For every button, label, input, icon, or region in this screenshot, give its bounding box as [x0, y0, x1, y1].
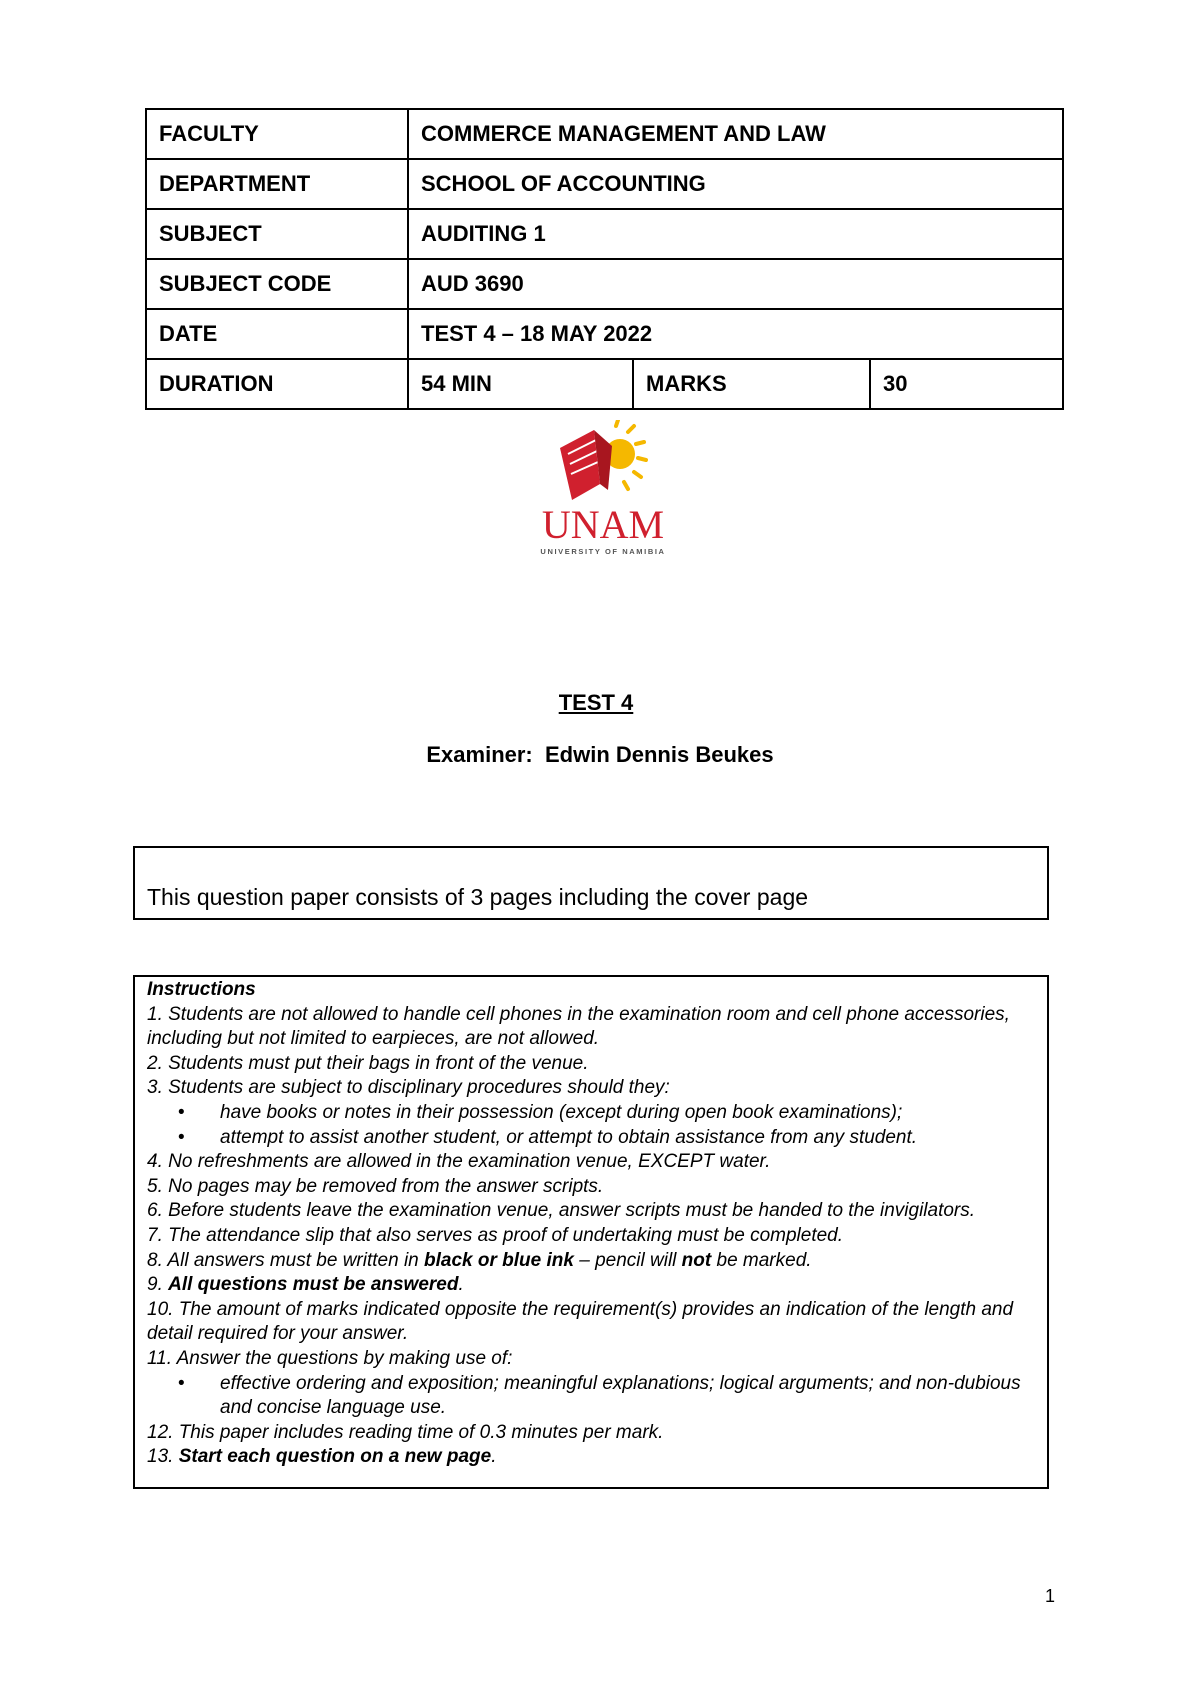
bullet-icon: •: [178, 1126, 185, 1148]
marks-label: MARKS: [633, 359, 870, 409]
instruction-item: 4. No refreshments are allowed in the examination venue, EXCEPT water.: [147, 1151, 771, 1173]
instruction-item: 7. The attendance slip that also serves as proof of undertaking must be completed.: [147, 1224, 844, 1246]
subject-code-label: SUBJECT CODE: [146, 259, 408, 309]
instructions-heading: Instructions: [147, 979, 256, 1000]
instruction-item: 12. This paper includes reading time of 0.3 minutes per mark.: [147, 1421, 664, 1443]
subject-label: SUBJECT: [146, 209, 408, 259]
logo-wordmark: UNAM: [541, 502, 665, 547]
page-number: 1: [1045, 1586, 1056, 1606]
instruction-item: 6. Before students leave the examination venue, answer scripts must be handed to the invigilators.: [147, 1200, 976, 1222]
instruction-item: 13. Start each question on a new page.: [147, 1446, 497, 1468]
logo-subtitle: UNIVERSITY OF NAMIBIA: [540, 547, 666, 556]
list-item: • have books or notes in their possession (except during open book examinations);: [220, 1101, 1037, 1126]
subject-code-value: AUD 3690: [408, 259, 1063, 309]
table-row: [146, 109, 1063, 159]
duration-value: 54 MIN: [408, 359, 633, 409]
test-title: TEST 4: [558, 690, 634, 715]
instruction-item: 8. All answers must be written in black or blue ink – pencil will not be marked.: [147, 1249, 812, 1271]
instructions-box: [133, 975, 1049, 1489]
table-row: [146, 159, 1063, 209]
examiner-line: Examiner: Edwin Dennis Beukes: [426, 742, 774, 767]
table-row: [146, 209, 1063, 259]
unam-book-sun-icon: [538, 420, 668, 560]
instruction-item: 3. Students are subject to disciplinary procedures should they:: [147, 1077, 670, 1099]
bullet-icon: •: [178, 1372, 185, 1394]
duration-label: DURATION: [146, 359, 408, 409]
book-icon: [560, 430, 612, 500]
cover-info-table: [145, 108, 1064, 410]
table-row: [146, 359, 1063, 409]
instruction-bullet-list: [147, 1101, 1037, 1150]
department-label: DEPARTMENT: [146, 159, 408, 209]
table-row: [146, 259, 1063, 309]
instruction-item: 10. The amount of marks indicated opposite the requirement(s) provides an indication of the length and detail required for your answer.: [147, 1298, 1014, 1345]
pages-note-text: This question paper consists of 3 pages including the cover page: [147, 884, 809, 910]
marks-value: 30: [870, 359, 1063, 409]
instruction-item: 5. No pages may be removed from the answer scripts.: [147, 1175, 604, 1197]
instruction-bullet-list: [147, 1372, 1037, 1421]
date-value: TEST 4 – 18 MAY 2022: [408, 309, 1063, 359]
instruction-item: 1. Students are not allowed to handle cell phones in the examination room and cell phone accessories, including but not limited to earpieces, are not allowed.: [147, 1003, 1010, 1050]
unam-logo: [538, 420, 668, 560]
department-value: SCHOOL OF ACCOUNTING: [408, 159, 1063, 209]
list-item: • attempt to assist another student, or attempt to obtain assistance from any student.: [220, 1126, 1037, 1151]
date-label: DATE: [146, 309, 408, 359]
table-row: [146, 309, 1063, 359]
instruction-item: 9. All questions must be answered.: [147, 1274, 464, 1296]
instruction-item: 2. Students must put their bags in front of the venue.: [147, 1052, 589, 1074]
instruction-item: 11. Answer the questions by making use of:: [147, 1347, 513, 1369]
pages-note-box: [133, 846, 1049, 920]
bullet-icon: •: [178, 1101, 185, 1123]
faculty-label: FACULTY: [146, 109, 408, 159]
faculty-value: COMMERCE MANAGEMENT AND LAW: [408, 109, 1063, 159]
subject-value: AUDITING 1: [408, 209, 1063, 259]
list-item: • effective ordering and exposition; meaningful explanations; logical arguments; and non-dubious and concise language use.: [178, 1372, 1021, 1419]
